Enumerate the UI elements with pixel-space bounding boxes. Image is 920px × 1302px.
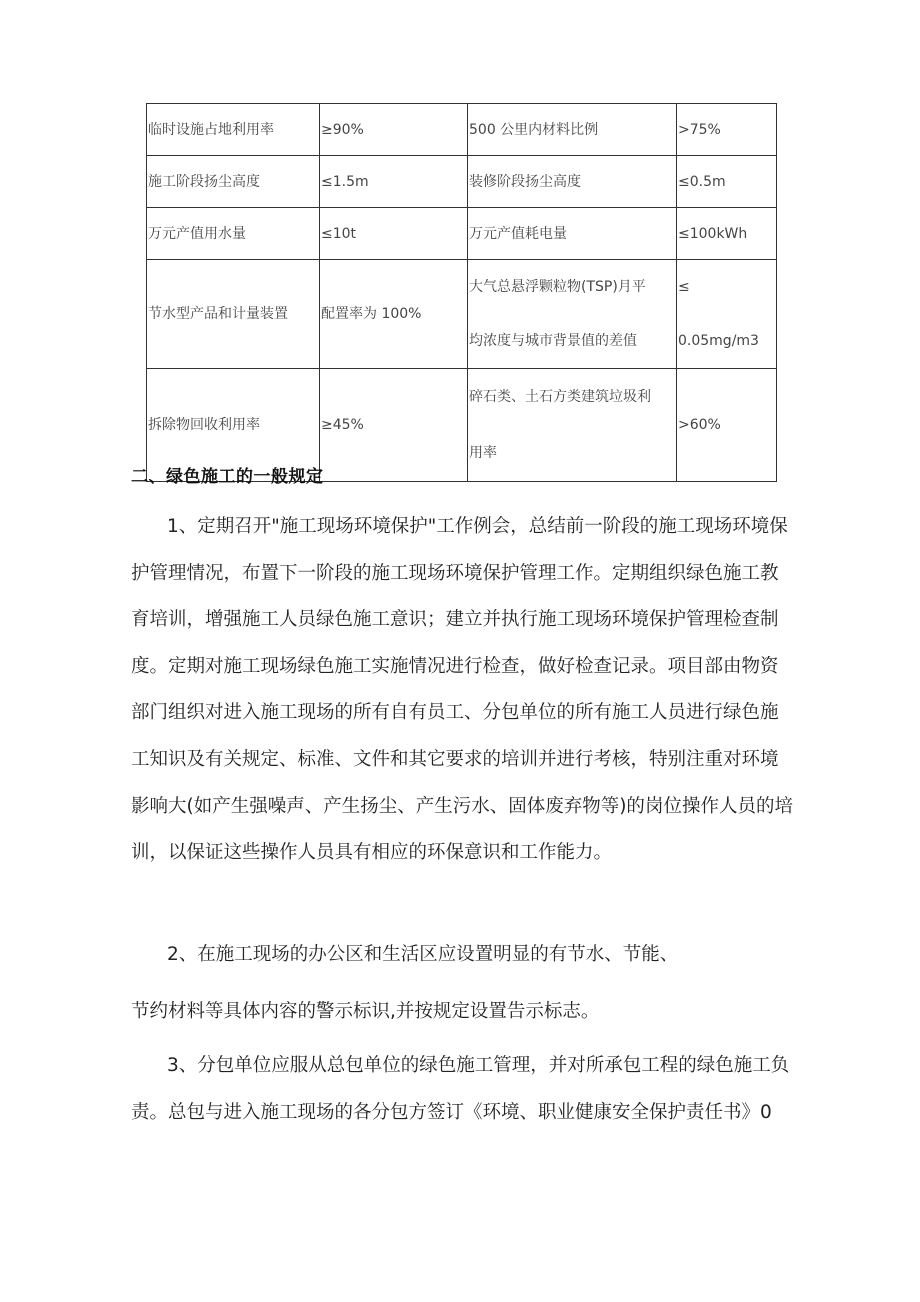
table-cell: ≥45% <box>320 369 468 482</box>
cell-line: ≤ <box>678 279 690 295</box>
table-cell: >60% <box>677 369 777 482</box>
paragraph-2-line-2: 节约材料等具体内容的警示标识,并按规定设置告示标志。 <box>131 1001 600 1022</box>
table-cell: >75% <box>677 104 777 156</box>
table-cell: 节水型产品和计量装置 <box>147 260 320 369</box>
green-construction-metrics-table <box>146 103 777 482</box>
paragraph-2-line-1: 2、在施工现场的办公区和生活区应设置明显的有节水、节能、 <box>167 944 679 965</box>
table-cell: ≤100kWh <box>677 208 777 260</box>
table-cell <box>677 260 777 369</box>
table-cell: 临时设施占地利用率 <box>147 104 320 156</box>
table-cell: 装修阶段扬尘高度 <box>468 156 677 208</box>
table-row <box>147 156 777 208</box>
cell-line: 用率 <box>469 445 497 461</box>
table-cell: ≥90% <box>320 104 468 156</box>
section-heading: 二、绿色施工的一般规定 <box>131 467 324 487</box>
table-cell: 500 公里内材料比例 <box>468 104 677 156</box>
table-cell <box>468 260 677 369</box>
table-row <box>147 104 777 156</box>
paragraph-3: 3、分包单位应服从总包单位的绿色施工管理，并对所承包工程的绿色施工负责。总包与进入施工现场的各分包方签订《环境、职业健康安全保护责任书》0 <box>131 1055 790 1123</box>
table-row <box>147 208 777 260</box>
cell-line: 0.05mg/m3 <box>678 333 759 349</box>
table-cell: 施工阶段扬尘高度 <box>147 156 320 208</box>
cell-line: 碎石类、土石方类建筑垃圾利 <box>469 389 651 405</box>
paragraph-1: 1、定期召开"施工现场环境保护"工作例会，总结前一阶段的施工现场环境保护管理情况，布置下一阶段的施工现场环境保护管理工作。定期组织绿色施工教育培训，增强施工人员绿色施工意识；建立并执行施工现场环境保护管理检查制度。定期对施工现场绿色施工实施情况进行检查，做好检查记录。项目部由物资部门组织对进入施工现场的所有自有员工、分包单位的所有施工人员进行绿色施工知识及有关规定、标准、文件和其它要求的培训并进行考核，特别注重对环境影响大(如产生强噪声、产生扬尘、产生污水、固体废弃物等)的岗位操作人员的培训，以保证这些操作人员具有相应的环保意识和工作能力。 <box>131 516 793 864</box>
table-cell: 万元产值耗电量 <box>468 208 677 260</box>
table-cell <box>468 369 677 482</box>
table-cell: ≤0.5m <box>677 156 777 208</box>
cell-line: 均浓度与城市背景值的差值 <box>469 333 637 349</box>
table-cell: 拆除物回收利用率 <box>147 369 320 482</box>
table-cell: ≤10t <box>320 208 468 260</box>
table-cell: 万元产值用水量 <box>147 208 320 260</box>
table-row <box>147 260 777 369</box>
cell-line: 大气总悬浮颗粒物(TSP)月平 <box>469 279 646 295</box>
table-cell: ≤1.5m <box>320 156 468 208</box>
table-cell: 配置率为 100% <box>320 260 468 369</box>
